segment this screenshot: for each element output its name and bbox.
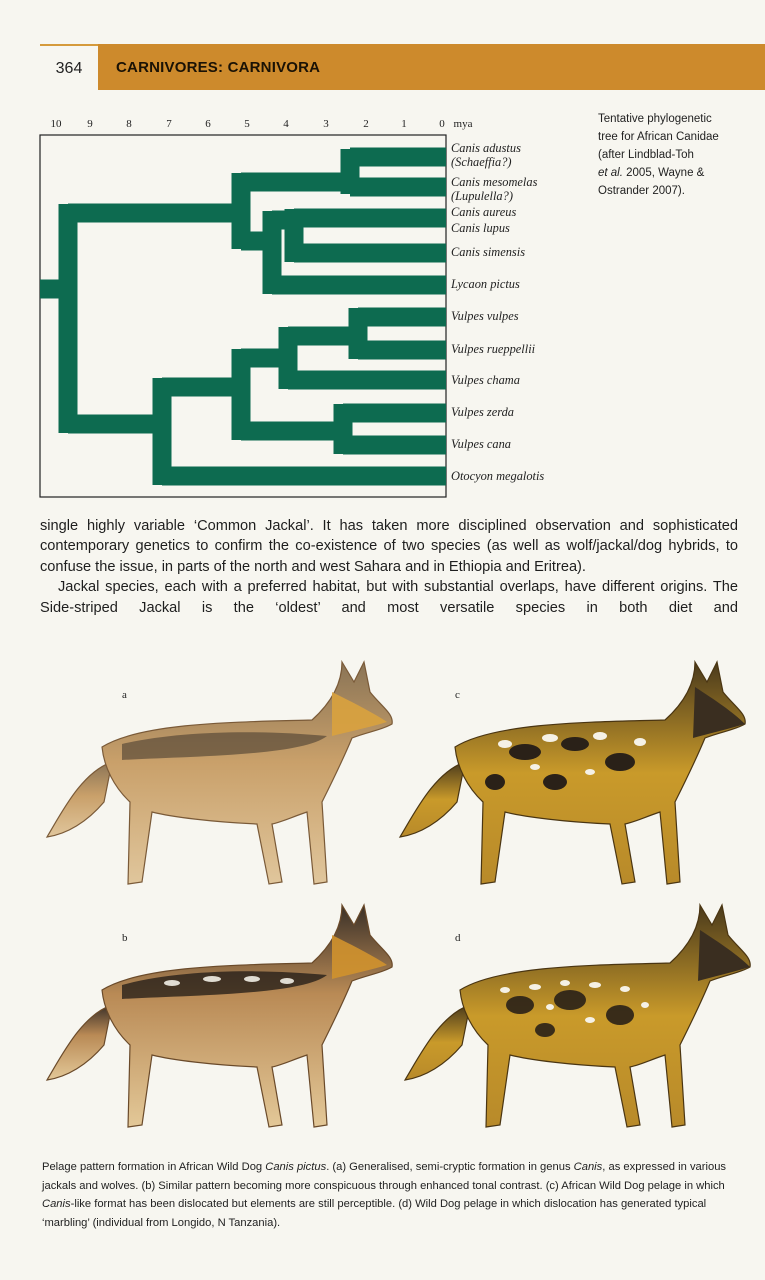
panel-label: d: [455, 932, 461, 944]
panel-c: [400, 662, 745, 884]
caption-part: -like format has been dislocated but elements are still perceptible. (d) Wild Dog pelage in which dislocation has generated typical ‘marbling’ (individual from Longido, N Tanzania).: [42, 1198, 707, 1229]
figure-caption-text: [42, 1158, 742, 1232]
panel-label: b: [122, 932, 128, 944]
taxon-label: Lycaon pictus: [451, 277, 520, 291]
axis-tick: 0: [439, 118, 445, 130]
page-number: 364: [40, 44, 98, 92]
taxon-labels: [450, 141, 544, 483]
caption-part: , as expressed in various jackals and wolves. (b) Similar pattern becoming more conspicuous through enhanced tonal contrast. (c) African Wild Dog pelage in which: [42, 1161, 727, 1192]
taxon-label: Canis adustus: [451, 141, 521, 155]
caption-part: . (a) Generalised, semi-cryptic formation in genus: [326, 1161, 574, 1173]
axis-tick: 4: [283, 118, 289, 130]
caption-lead: Pelage pattern formation in African Wild Dog: [42, 1161, 266, 1173]
panel-b: [47, 905, 392, 1127]
tree-caption-line: et al. 2005, Wayne &: [598, 167, 705, 179]
jackal-illustration: [47, 662, 392, 884]
body-text: [40, 516, 738, 618]
taxon-label: Canis lupus: [451, 221, 510, 235]
panel-a: [47, 662, 392, 884]
taxon-label: Vulpes chama: [451, 373, 520, 387]
section-title: CARNIVORES: CARNIVORA: [116, 59, 321, 76]
taxon-label: Vulpes rueppellii: [451, 342, 536, 356]
tree-caption-line: Tentative phylogenetic: [598, 113, 712, 125]
panel-label: a: [122, 689, 127, 701]
taxon-label: Vulpes cana: [451, 437, 511, 451]
wild-dog-illustration: [400, 662, 745, 884]
tree-caption-line: Ostrander 2007).: [598, 185, 685, 197]
caption-genus: Canis: [42, 1198, 71, 1211]
caption-genus: Canis: [573, 1161, 603, 1173]
axis-ticks: [51, 118, 473, 130]
caption-species: Canis pictus: [265, 1161, 327, 1173]
body-paragraph: single highly variable ‘Common Jackal’. It has taken more disciplined observation and sophisticated contemporary genetics to confirm the co-existence of two species (as well as wolf/jackal/dog hybrids, to confuse the issue, in parts of the north and west Sahara and in Ethiopia and Eritrea).: [40, 518, 738, 575]
taxon-label: Canis simensis: [451, 245, 526, 259]
axis-tick: 10: [50, 118, 62, 130]
axis-tick: 2: [363, 118, 369, 130]
axis-tick: 3: [323, 118, 329, 130]
taxon-label: (Lupulella?): [451, 189, 513, 203]
tree-caption-line: (after Lindblad-Toh: [598, 149, 694, 161]
axis-tick: 6: [205, 118, 211, 130]
taxon-label: Canis aureus: [451, 205, 517, 219]
taxon-label: (Schaeffia?): [451, 155, 512, 169]
pelage-figure: [0, 640, 765, 1145]
figure-caption: [42, 1158, 742, 1232]
axis-tick: 1: [401, 118, 407, 130]
tree-caption-line: tree for African Canidae: [598, 131, 719, 143]
body-paragraph: Jackal species, each with a preferred habitat, but with substantial overlaps, have different origins. The Side-striped Jackal is the ‘oldest’ and most versatile species in both diet and: [40, 579, 738, 616]
axis-tick: 5: [244, 118, 250, 130]
page-header: [40, 44, 765, 90]
taxon-label: Otocyon megalotis: [451, 469, 545, 483]
panel-label: c: [455, 689, 460, 701]
jackal-illustration: [47, 905, 392, 1127]
panel-d: [405, 905, 750, 1127]
section-title-bar: [98, 44, 765, 90]
taxon-label: Vulpes vulpes: [451, 309, 519, 323]
axis-unit: mya: [453, 118, 473, 130]
taxon-label: Vulpes zerda: [451, 405, 514, 419]
axis-tick: 9: [87, 118, 93, 130]
axis-tick: 7: [166, 118, 172, 130]
phylogenetic-tree: [0, 105, 600, 505]
taxon-label: Canis mesomelas: [451, 175, 538, 189]
axis-tick: 8: [126, 118, 132, 130]
tree-branches: [40, 149, 446, 485]
tree-caption: [598, 110, 763, 200]
